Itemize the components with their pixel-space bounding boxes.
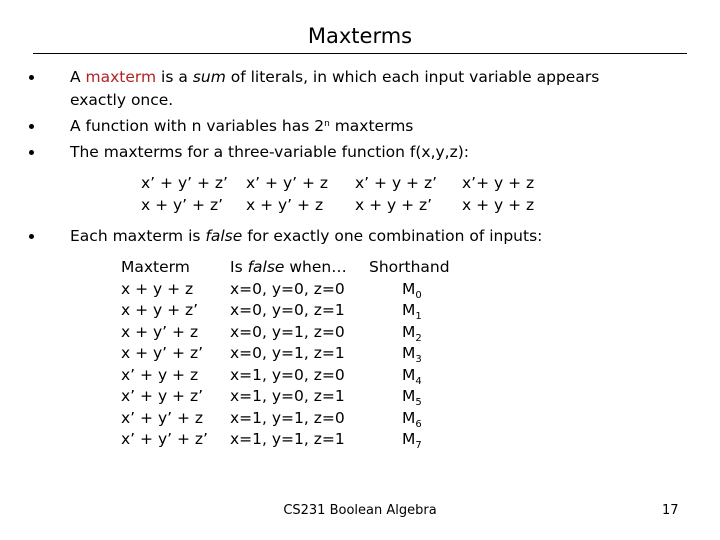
shorthand-index: 4 xyxy=(415,376,422,387)
is-false-italic: false xyxy=(247,258,285,276)
bullet-1-line-1 xyxy=(70,66,599,89)
bullet-1-post: of literals, in which each input variable appears xyxy=(225,68,600,86)
bullet-2-post: maxterms xyxy=(329,117,414,135)
row-shorthand xyxy=(402,279,422,303)
bullet-3-text: The maxterms for a three-variable function f(x,y,z): xyxy=(70,143,469,161)
bullet-3-dot xyxy=(29,150,34,155)
shorthand-letter: M xyxy=(402,366,416,384)
title-divider xyxy=(33,53,687,54)
bullet-4-dot xyxy=(29,234,34,239)
row-maxterm: x’ + y + z xyxy=(121,366,199,384)
grid-cell: x’ + y’ + z’ xyxy=(141,174,228,192)
page-number: 17 xyxy=(662,503,679,518)
shorthand-letter: M xyxy=(402,344,416,362)
shorthand-letter: M xyxy=(402,301,416,319)
grid-cell: x’ + y + z’ xyxy=(355,174,438,192)
shorthand-index: 6 xyxy=(415,419,422,430)
row-condition: x=1, y=0, z=1 xyxy=(230,387,345,405)
grid-cell: x + y + z’ xyxy=(355,196,433,214)
row-maxterm: x + y’ + z xyxy=(121,323,199,341)
bullet-1-mid: is a xyxy=(156,68,193,86)
shorthand-index: 5 xyxy=(415,397,422,408)
row-maxterm: x + y’ + z’ xyxy=(121,344,204,362)
row-condition: x=1, y=0, z=0 xyxy=(230,366,345,384)
row-condition: x=0, y=1, z=1 xyxy=(230,344,345,362)
shorthand-index: 3 xyxy=(415,354,422,365)
table-header-maxterm: Maxterm xyxy=(121,258,190,276)
bullet-2-exponent: n xyxy=(324,119,330,129)
bullet-2-dot xyxy=(29,124,34,129)
row-maxterm: x + y + z xyxy=(121,280,194,298)
row-condition: x=0, y=0, z=0 xyxy=(230,280,345,298)
row-maxterm: x’ + y’ + z xyxy=(121,409,204,427)
slide-title: Maxterms xyxy=(307,24,413,48)
table-header-shorthand: Shorthand xyxy=(369,258,450,276)
row-shorthand xyxy=(402,386,422,410)
bullet-4-text xyxy=(70,225,542,248)
row-shorthand xyxy=(402,365,422,389)
bullet-4-pre: Each maxterm is xyxy=(70,227,206,245)
bullet-2-text xyxy=(70,115,413,138)
row-condition: x=0, y=1, z=0 xyxy=(230,323,345,341)
shorthand-index: 2 xyxy=(415,333,422,344)
sum-italic: sum xyxy=(192,68,226,86)
row-shorthand xyxy=(402,429,422,453)
grid-cell: x’ + y’ + z xyxy=(246,174,329,192)
row-condition: x=1, y=1, z=0 xyxy=(230,409,345,427)
row-maxterm: x’ + y + z’ xyxy=(121,387,204,405)
bullet-1-dot xyxy=(29,75,34,80)
bullet-1-pre: A xyxy=(70,68,86,86)
row-shorthand xyxy=(402,343,422,367)
shorthand-letter: M xyxy=(402,387,416,405)
shorthand-index: 1 xyxy=(415,311,422,322)
bullet-1-line-2: exactly once. xyxy=(70,91,174,109)
shorthand-letter: M xyxy=(402,280,416,298)
grid-cell: x + y’ + z xyxy=(246,196,324,214)
row-maxterm: x + y + z’ xyxy=(121,301,199,319)
grid-cell: x’+ y + z xyxy=(462,174,535,192)
row-condition: x=1, y=1, z=1 xyxy=(230,430,345,448)
shorthand-letter: M xyxy=(402,409,416,427)
is-false-pre: Is xyxy=(230,258,248,276)
row-shorthand xyxy=(402,408,422,432)
row-maxterm: x’ + y’ + z’ xyxy=(121,430,208,448)
bullet-2-pre: A function with n variables has 2 xyxy=(70,117,325,135)
shorthand-index: 0 xyxy=(415,290,422,301)
shorthand-letter: M xyxy=(402,323,416,341)
slide-footer: CS231 Boolean Algebra xyxy=(283,503,437,518)
row-condition: x=0, y=0, z=1 xyxy=(230,301,345,319)
is-false-post: when… xyxy=(284,258,347,276)
maxterm-highlight: maxterm xyxy=(85,68,157,86)
row-shorthand xyxy=(402,322,422,346)
grid-cell: x + y + z xyxy=(462,196,535,214)
shorthand-letter: M xyxy=(402,430,416,448)
grid-cell: x + y’ + z’ xyxy=(141,196,224,214)
false-italic: false xyxy=(205,227,243,245)
bullet-4-post: for exactly one combination of inputs: xyxy=(242,227,543,245)
table-header-is-false xyxy=(230,257,347,279)
row-shorthand xyxy=(402,300,422,324)
shorthand-index: 7 xyxy=(415,440,422,451)
